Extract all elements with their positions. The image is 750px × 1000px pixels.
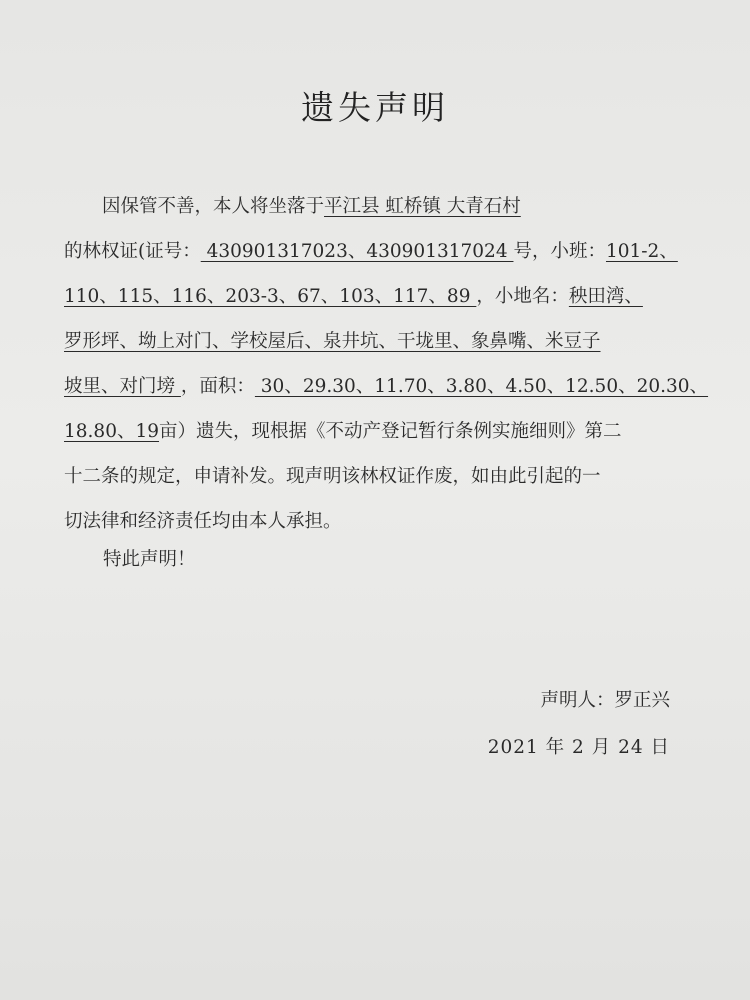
statement-text: 十二条的规定，申请补发。现声明该林权证作废，如由此引起的一: [64, 466, 601, 487]
filled-in-text: 30、29.30、11.70、3.80、4.50、12.50、20.30、: [254, 376, 709, 397]
statement-text: 的林权证(证号：: [64, 241, 201, 262]
statement-line: [64, 184, 696, 229]
filled-in-text: 110、115、116、203-3、67、103、117、89: [64, 286, 477, 307]
filled-in-text: 430901317023、430901317024: [200, 241, 514, 262]
statement-line: [64, 409, 696, 454]
signer-line: 声明人：罗正兴: [540, 690, 670, 711]
statement-line: [64, 319, 696, 364]
filled-in-text: 18.80、19: [64, 421, 160, 442]
filled-in-text: 101-2、: [605, 241, 678, 262]
document-title: 遗失声明: [301, 88, 449, 127]
statement-text: ，小地名：: [476, 286, 569, 307]
statement-line: [64, 274, 696, 319]
closing-remark: 特此声明！: [103, 549, 196, 570]
statement-text: 因保管不善，本人将坐落于: [102, 196, 325, 217]
statement-text: 切法律和经济责任均由本人承担。: [64, 511, 342, 532]
statement-text: 亩）遗失，现根据《不动产登记暂行条例实施细则》第二: [159, 421, 622, 442]
statement-line: [64, 454, 696, 499]
filled-in-text: 秧田湾、: [568, 286, 643, 307]
statement-line: [64, 499, 696, 544]
statement-line: [64, 364, 709, 409]
filled-in-text: 平江县 虹桥镇 大青石村: [324, 196, 521, 217]
statement-text: 号，小班：: [513, 241, 606, 262]
statement-body: [64, 184, 709, 544]
filled-in-text: 坡里、对门塝: [64, 376, 181, 397]
date-line: 2021 年 2 月 24 日: [487, 737, 670, 758]
filled-in-text: 罗形坪、坳上对门、学校屋后、泉井坑、干垅里、象鼻嘴、米豆子: [64, 331, 601, 352]
statement-text: ，面积：: [180, 376, 255, 397]
statement-line: [64, 229, 696, 274]
